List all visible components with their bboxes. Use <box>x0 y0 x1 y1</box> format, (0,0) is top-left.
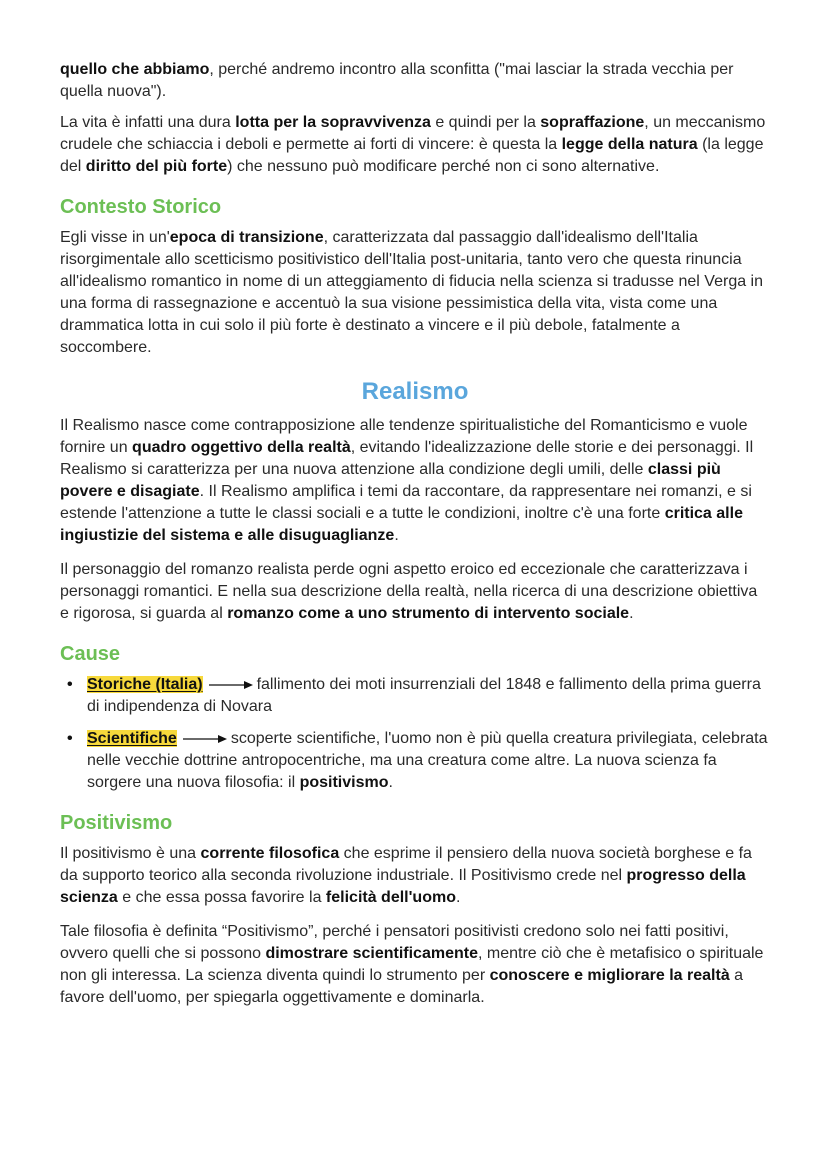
list-item-storiche <box>67 674 770 718</box>
arrow-right-icon <box>183 734 227 744</box>
text-run: (la legge del <box>60 136 764 175</box>
text-run: , un meccanismo crudele che schiaccia i deboli e permette ai forti di vincere: è questa la <box>60 114 766 153</box>
bullet-icon: • <box>67 676 73 693</box>
heading-cause: Cause <box>60 643 121 665</box>
highlighted-label: Scientifiche <box>87 730 177 747</box>
text-run: Il personaggio del romanzo realista perde ogni aspetto eroico ed eccezionale che caratterizzava i personaggi romantici. E nella sua descrizione della realtà, nella ricerca di una descrizione obiettiva e rigorosa, si guarda al <box>60 561 758 622</box>
bold-phrase: sopraffazione <box>540 114 645 131</box>
text-run: . <box>388 774 393 791</box>
text-run: ) che nessuno può modificare perché non ci sono alternative. <box>227 158 660 175</box>
bold-phrase: diritto del più forte <box>85 158 228 175</box>
text-run: e quindi per la <box>430 114 541 131</box>
bold-phrase: positivismo <box>299 774 389 791</box>
bold-phrase: romanzo come a uno strumento di intervento sociale <box>227 605 630 622</box>
text-run: . <box>629 605 634 622</box>
cause-list <box>60 674 770 794</box>
bold-phrase: epoca di transizione <box>169 229 324 246</box>
text-run: che esprime il pensiero della nuova società borghese e fa da supporto teorico alla seconda rivoluzione industriale. Il Positivismo crede nel <box>60 845 752 884</box>
paragraph-realismo-1 <box>60 415 770 547</box>
paragraph-lotta <box>60 112 770 178</box>
bold-phrase: felicità dell'uomo <box>325 889 456 906</box>
arrow-right-icon <box>209 680 253 690</box>
text-run: Tale filosofia è definita “Positivismo”, perché i pensatori positivisti credono solo nei fatti positivi, ovvero quelli che si possono <box>60 923 729 962</box>
text-run: scoperte scientifiche, l'uomo non è più quella creatura privilegiata, celebrata nelle vecchie dottrine antropocentriche, ma una creatura come altre. La nuova scienza fa sorgere una nuova filosofia: il <box>87 730 768 791</box>
bold-phrase: quadro oggettivo della realtà <box>132 439 351 456</box>
text-run: , perché andremo incontro alla sconfitta ("mai lasciar la strada vecchia per quella nuova"). <box>60 61 734 100</box>
heading-contesto-storico: Contesto Storico <box>60 196 222 218</box>
text-run: . <box>455 889 461 906</box>
paragraph-positivismo-2 <box>60 921 770 1009</box>
text-run: . Il Realismo amplifica i temi da raccontare, da rappresentare nei romanzi, e si estende l'attenzione a tutte le classi sociali e a tutte le condizioni, inoltre c'è una forte <box>60 483 752 522</box>
paragraph-contesto <box>60 227 770 359</box>
bold-phrase: progresso della scienza <box>60 867 746 906</box>
bold-phrase: critica alle ingiustizie del sistema e alle disuguaglianze <box>60 505 743 544</box>
title-realismo: Realismo <box>361 378 469 405</box>
paragraph-intro <box>60 59 770 103</box>
bold-phrase: conoscere e migliorare la realtà <box>489 967 730 984</box>
text-run: Il positivismo è una <box>60 845 201 862</box>
list-item-scientifiche <box>67 728 770 794</box>
text-run: fallimento dei moti insurrenziali del 1848 e fallimento della prima guerra di indipendenza di Novara <box>87 676 761 715</box>
text-run: , mentre ciò che è metafisico o spirituale non gli interessa. La scienza diventa quindi lo strumento per <box>60 945 764 984</box>
bold-phrase: classi più povere e disagiate <box>60 461 721 500</box>
bold-phrase: legge della natura <box>561 136 698 153</box>
bold-phrase: quello che abbiamo <box>60 61 210 78</box>
text-run: a favore dell'uomo, per spiegarla oggettivamente e dominarla. <box>60 967 744 1006</box>
bold-phrase: lotta per la sopravvivenza <box>235 114 431 131</box>
text-run: Il Realismo nasce come contrapposizione alle tendenze spiritualistiche del Romanticismo e vuole fornire un <box>60 417 748 456</box>
text-run: e che essa possa favorire la <box>117 889 326 906</box>
bold-phrase: dimostrare scientificamente <box>265 945 478 962</box>
text-run: Egli visse in un' <box>60 229 170 246</box>
paragraph-realismo-2 <box>60 559 770 625</box>
text-run: , caratterizzata dal passaggio dall'idealismo dell'Italia risorgimentale allo scetticismo positivistico dell'Italia post-unitaria, tanto vero che questa rinuncia all'idealismo romantico in nome di un atteggiamento di fiducia nella scienza si tradusse nel Verga in una forma di rassegnazione e accentuò la sua visione pessimistica della vita, vista come una drammatica lotta in cui solo il più forte è destinato a vincere e il più debole, fatalmente a soccombere. <box>60 229 764 356</box>
text-run: , evitando l'idealizzazione delle storie e dei personaggi. Il Realismo si caratterizza per una nuova attenzione alla condizione degli umili, delle <box>60 439 754 478</box>
text-run: La vita è infatti una dura <box>60 114 236 131</box>
paragraph-positivismo-1 <box>60 843 770 909</box>
heading-positivismo: Positivismo <box>60 812 173 834</box>
highlighted-label: Storiche (Italia) <box>87 676 203 693</box>
bullet-icon: • <box>67 730 73 747</box>
bold-phrase: corrente filosofica <box>200 845 340 862</box>
text-run: . <box>394 527 399 544</box>
